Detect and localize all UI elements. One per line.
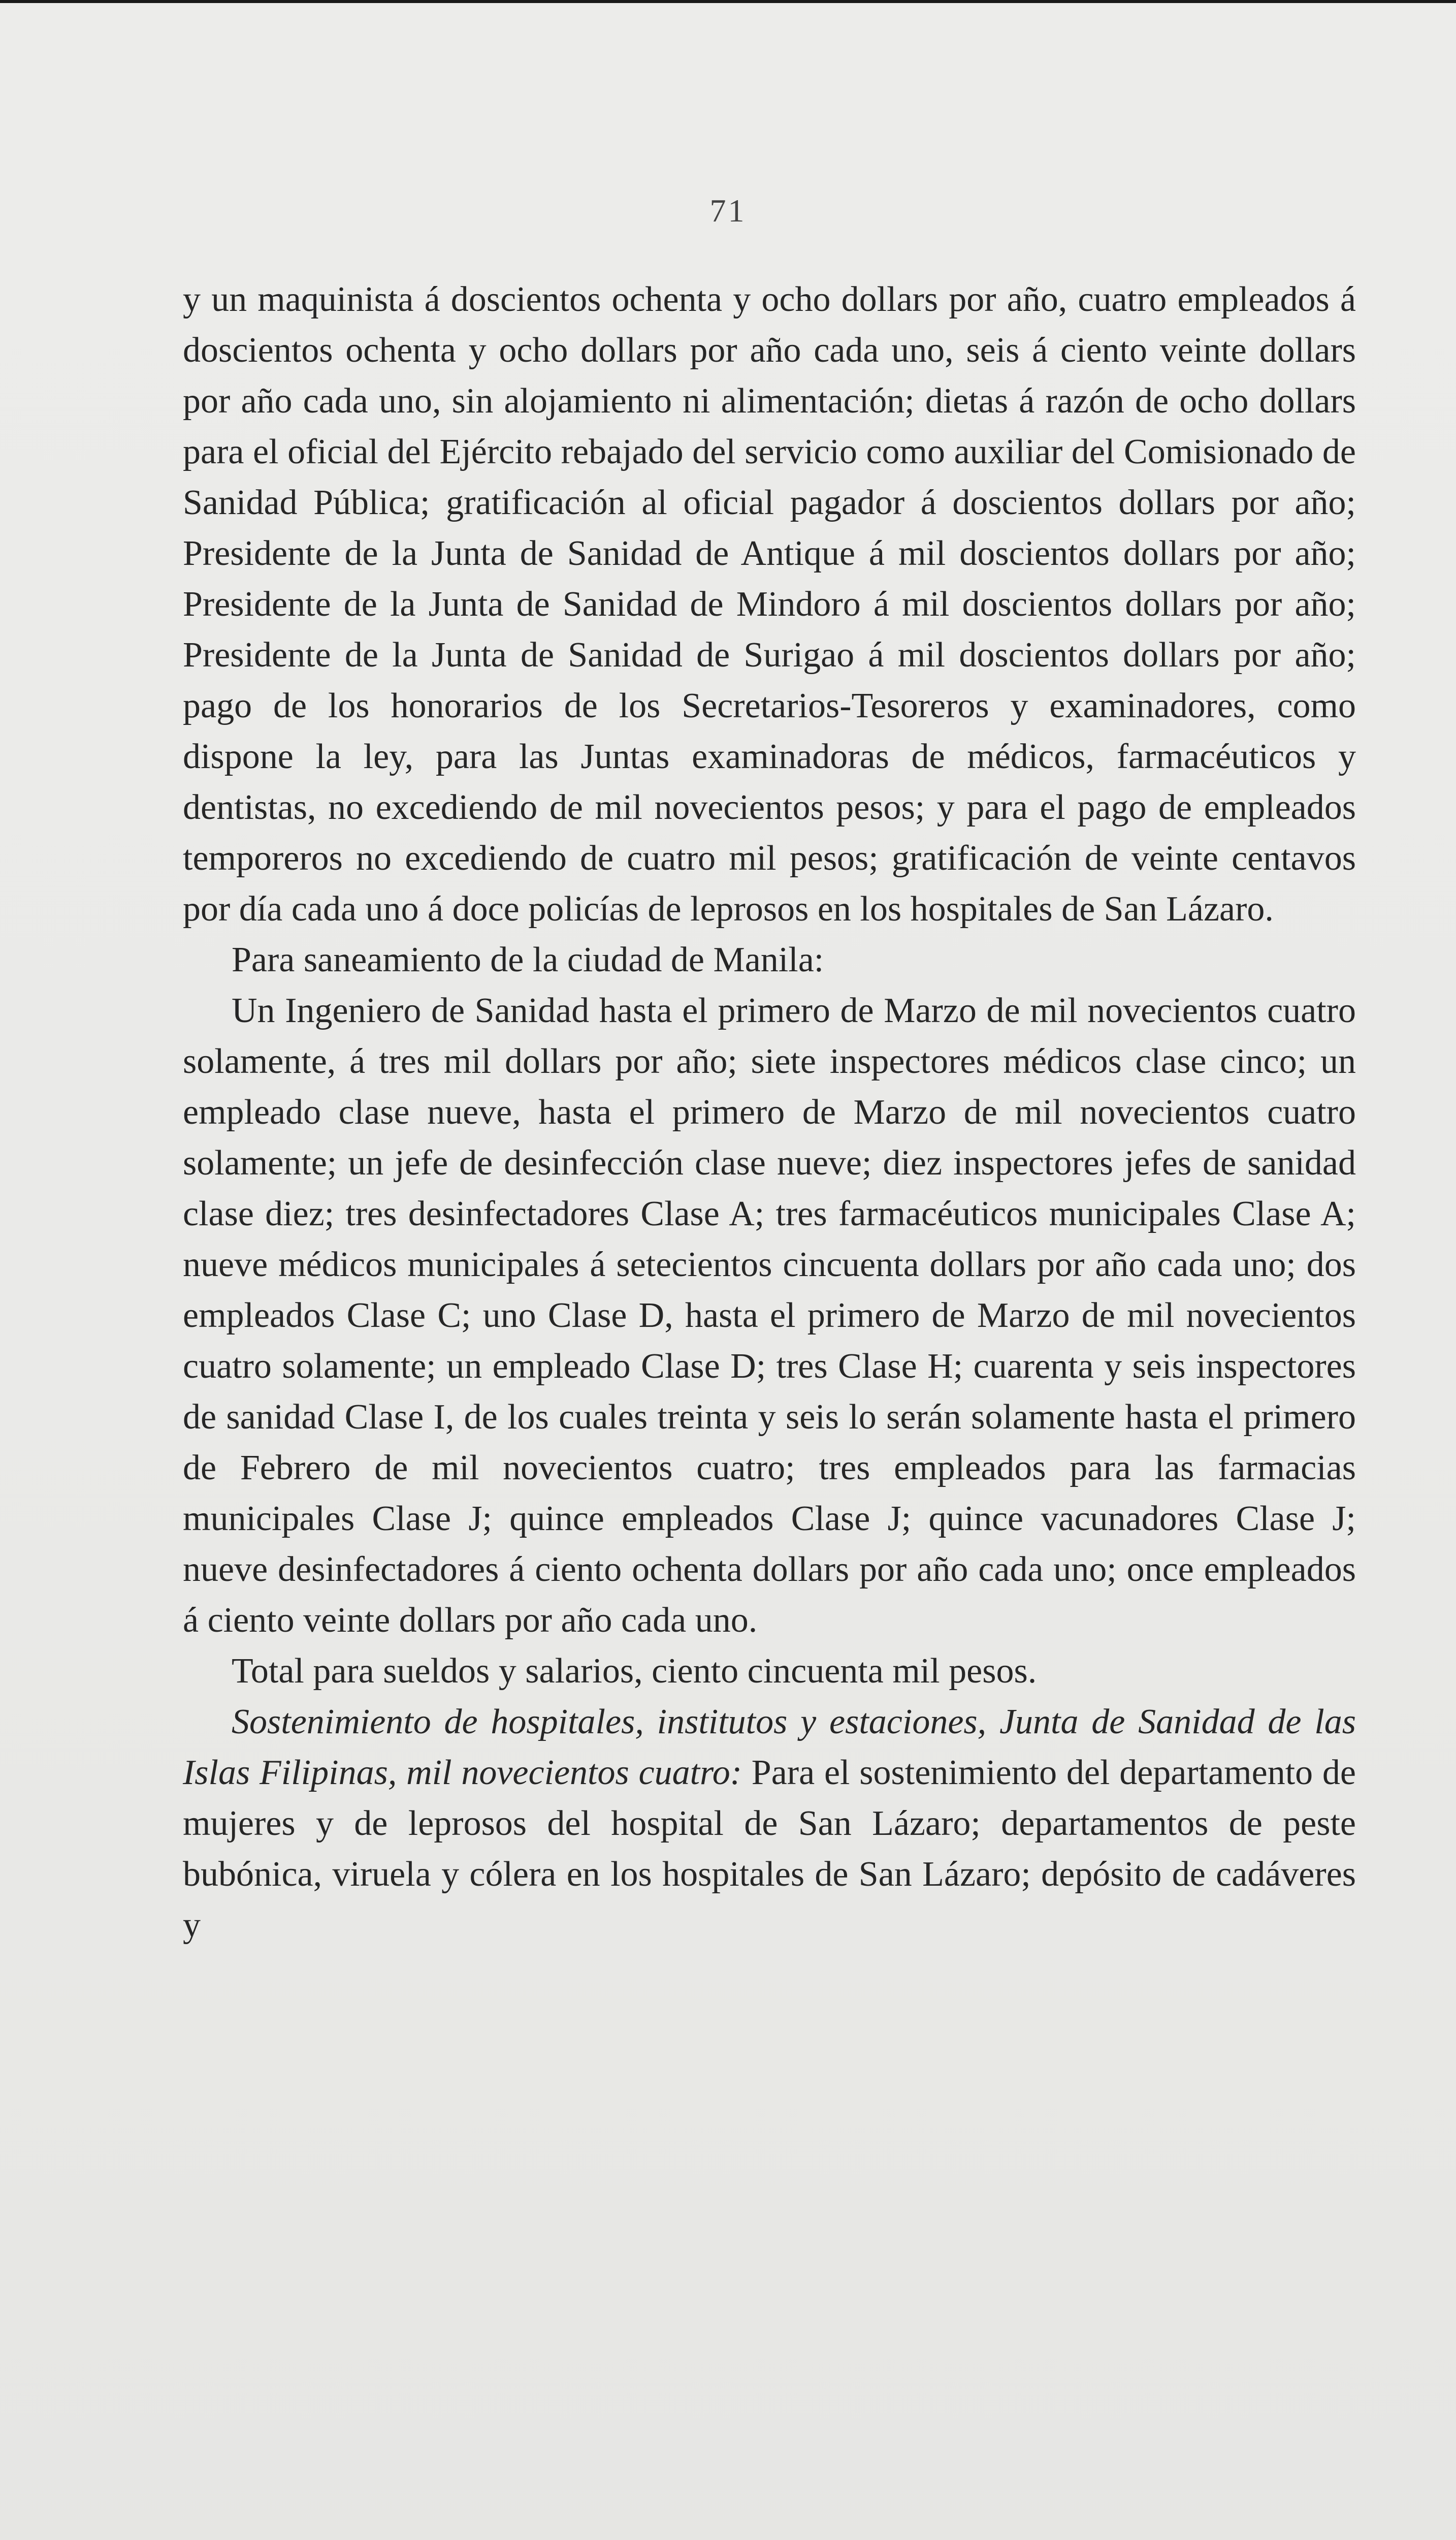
- body-text: [183, 274, 1356, 1951]
- paragraph-total: Total para sueldos y salarios, ciento cincuenta mil pesos.: [232, 1652, 1037, 1691]
- paragraph-hospitals: [183, 1697, 1356, 1951]
- page-number: 71: [709, 193, 747, 229]
- paragraph-salaries-continued: y un maquinista á doscientos ochenta y ocho dollars por año, cuatro empleados á doscientos ochenta y ocho dollars por año cada uno, seis á ciento veinte dollars por año cada uno, sin alojamiento ni alimentación; dietas á razón de ocho dollars para el oficial del Ejército rebajado del servicio como auxiliar del Comisionado de Sanidad Pública; gratificación al oficial pagador á doscientos dollars por año; Presidente de la Junta de Sanidad de Antique á mil doscientos dollars por año; Presidente de la Junta de Sanidad de Mindoro á mil doscientos dollars por año; Presidente de la Junta de Sanidad de Surigao á mil doscientos dollars por año; pago de los honorarios de los Secretarios-Tesoreros y examinadores, como dispone la ley, para las Juntas examinadoras de médicos, farmacéuticos y dentistas, no excediendo de mil novecientos pesos; y para el pago de empleados temporeros no excediendo de cuatro mil pesos; gratificación de veinte centavos por día cada uno á doce policías de leprosos en los hospitales de San Lázaro.: [183, 280, 1356, 929]
- section-heading-hospitals: Sostenimiento de hospitales, institutos y estaciones, Junta de Sanidad de las Islas Filipinas, mil novecientos cuatro:: [183, 1702, 1356, 1792]
- paragraph-manila-staff: Un Ingeniero de Sanidad hasta el primero de Marzo de mil novecientos cuatro solamente, á tres mil dollars por año; siete inspectores médicos clase cinco; un empleado clase nueve, hasta el primero de Marzo de mil novecientos cuatro solamente; un jefe de desinfección clase nueve; diez inspectores jefes de sanidad clase diez; tres desinfectadores Clase A; tres farmacéuticos municipales Clase A; nueve médicos municipales á setecientos cincuenta dollars por año cada uno; dos empleados Clase C; uno Clase D, hasta el primero de Marzo de mil novecientos cuatro solamente; un empleado Clase D; tres Clase H; cuarenta y seis inspectores de sanidad Clase I, de los cuales treinta y seis lo serán solamente hasta el primero de Febrero de mil novecientos cuatro; tres empleados para las farmacias municipales Clase J; quince empleados Clase J; quince vacunadores Clase J; nueve desinfectadores á ciento ochenta dollars por año cada uno; once empleados á ciento veinte dollars por año cada uno.: [183, 991, 1356, 1640]
- paragraph-manila-heading: Para saneamiento de la ciudad de Manila:: [232, 940, 824, 979]
- paragraph-hospitals-text: Para el sostenimiento del departamento de mujeres y de leprosos del hospital de San Lázaro; departamentos de peste bubónica, viruela y cólera en los hospitales de San Lázaro; depósito de cadáveres y: [183, 1753, 1356, 1945]
- page-top-edge: [0, 0, 1456, 3]
